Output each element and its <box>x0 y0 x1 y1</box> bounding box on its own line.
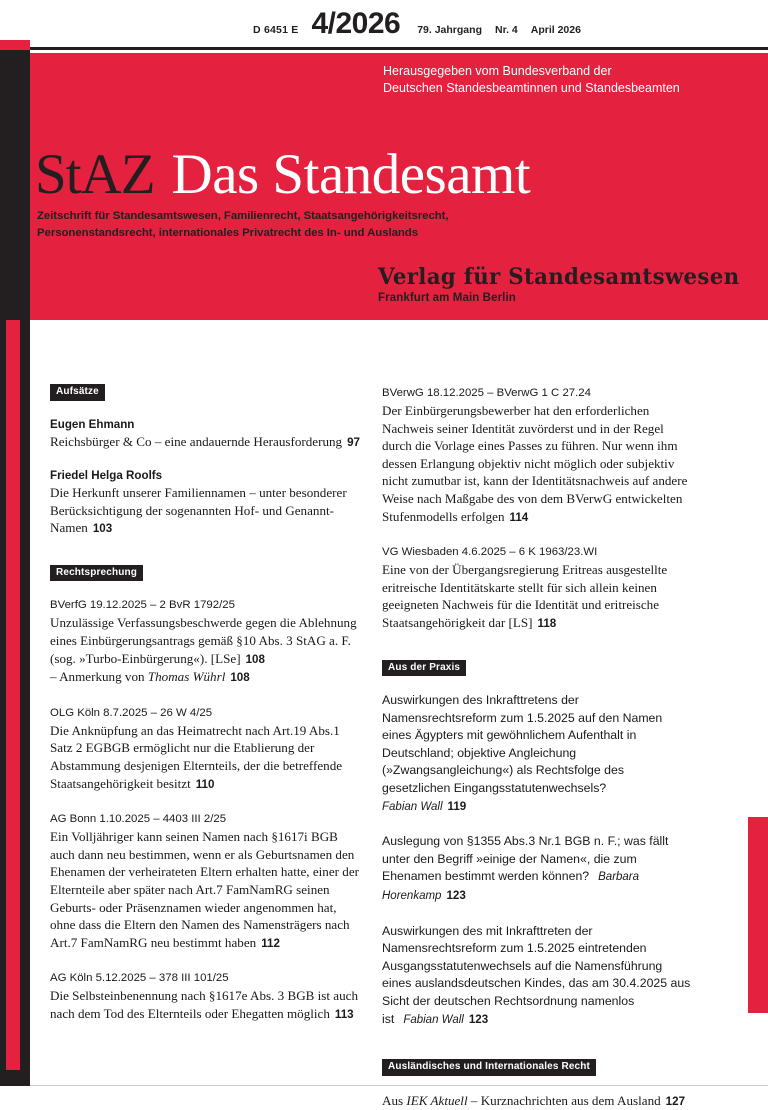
entry-annotation <box>50 668 360 687</box>
entry-title: Der Einbürgerungsbewerber hat den erforderlichen Nachweis seiner Identität zuvörderst und in der Regel durch die Vorlage eines Passes zu führen. Nur wenn ihm dessen Erlangung objektiv nicht möglich oder subjektiv nicht zumutbar ist, kann der Identitätsnachweis auf andere Weise nach Maßgabe des von dem BVerwG entwickelten Stufenmodells erfolgen <box>382 403 688 524</box>
list-item[interactable] <box>382 1092 692 1110</box>
issuing-body-line-1: Herausgegeben vom Bundesverband der <box>383 64 612 78</box>
entry-title-block <box>382 561 692 632</box>
journal-title-main: Das Standesamt <box>171 143 531 206</box>
entry-title-block <box>382 923 692 1030</box>
journal-subtitle-line-2: Personenstandsrecht, internationales Privatrecht des In- und Auslands <box>37 226 418 239</box>
entry-page: 123 <box>468 1012 489 1026</box>
list-item[interactable] <box>382 833 692 905</box>
entry-title: Die Anknüpfung an das Heimatrecht nach Art.19 Abs.1 Satz 2 EGBGB ermöglicht nur die Etablierung der Abstammung desjenigen Elternteils, der die betreffende Staatsangehörigkeit besitzt <box>50 722 343 791</box>
entry-author: Fabian Wall <box>403 1013 464 1026</box>
issuing-body <box>383 63 680 97</box>
entry-title: Auswirkungen des mit Inkrafttreten der Namensrechtsreform zum 1.5.2025 eintretenden Ausgangsstatutenwechsels auf die Namensführung eines auslandsdeutschen Kindes, das am 30.4.2025 aus Sicht der deutschen Rechtsordnung namenlos ist <box>382 923 691 1026</box>
left-red-accent-bar <box>6 320 20 1070</box>
top-left-red-accent <box>0 40 30 50</box>
entry-page: 114 <box>509 510 529 524</box>
list-item[interactable] <box>382 544 692 632</box>
entry-title-block <box>382 1092 692 1110</box>
entry-author: Barbara Horenkamp <box>382 871 640 902</box>
journal-subtitle <box>37 208 557 241</box>
entry-citation: VG Wiesbaden 4.6.2025 – 6 K 1963/23.WI <box>382 546 598 559</box>
entry-citation: BVerfG 19.12.2025 – 2 BvR 1792/25 <box>50 599 235 612</box>
entry-citation: AG Bonn 1.10.2025 – 4403 III 2/25 <box>50 813 227 826</box>
entry-author: Friedel Helga Roolfs <box>50 469 163 483</box>
entry-page: 97 <box>347 435 360 449</box>
contents-left-column <box>50 320 360 1023</box>
entry-citation: BVerwG 18.12.2025 – BVerwG 1 C 27.24 <box>382 387 591 399</box>
list-item[interactable] <box>382 923 692 1030</box>
section-heading-aufsaetze: Aufsätze <box>50 384 105 401</box>
entry-title-block <box>50 614 360 668</box>
issn-code: D 6451 E <box>253 23 299 36</box>
entry-title-block <box>382 692 692 816</box>
number-label: Nr. 4 <box>494 23 518 36</box>
masthead-block <box>30 53 768 320</box>
journal-title <box>35 143 531 206</box>
entry-title: Eine von der Übergangsregierung Eritreas ausgestellte eritreische Identitätskarte stellt für sich allein keinen geeigneten Nachweis für die Identität und eritreische Staatsangehörigkeit dar [LS] <box>382 562 668 630</box>
entry-title: Ein Volljähriger kann seinen Namen nach §1617i BGB auch dann neu bestimmen, wenn er als Geburtsnamen den Ehenamen der verheirateten Eltern erhalten hatte, einer der Elternteile aber später nach Art.7 FamNamRG seinen Geburts- oder Präsenznamen wieder angenommen hat, ohne dass die Eltern den Namen des Namensträgers nach Art.7 FamNamRG neu bestimmt haben <box>50 829 359 950</box>
list-item[interactable] <box>50 468 360 538</box>
annotation-author: Thomas Wührl <box>147 669 226 685</box>
entry-prefix: Aus <box>382 1092 407 1108</box>
entry-title-block <box>50 987 360 1023</box>
list-item[interactable] <box>50 811 360 952</box>
publisher-name: Verlag für Standesamtswesen <box>378 264 740 290</box>
volume-label: 79. Jahrgang <box>417 23 482 36</box>
entry-page: 119 <box>447 799 467 813</box>
journal-title-abbrev: StAZ <box>35 143 155 206</box>
entry-page: 113 <box>334 1007 354 1021</box>
entry-title: Unzulässige Verfassungsbeschwerde gegen die Ablehnung eines Einbürgerungsantrags gemäß §10 Abs. 3 StAG a. F. (sog. »Turbo-Einbürgerung«). [LSe] <box>50 615 357 666</box>
date-label: April 2026 <box>530 23 581 36</box>
entry-page: 118 <box>537 616 557 630</box>
entry-title: Die Selbsteinbenennung nach §1617e Abs. 3 BGB ist auch nach dem Tod des Elternteils oder Ehegatten möglich <box>50 988 359 1021</box>
entry-citation: AG Köln 5.12.2025 – 378 III 101/25 <box>50 972 229 985</box>
entry-suffix: – Kurznachrichten aus dem Ausland <box>467 1092 661 1108</box>
issuing-body-line-2: Deutschen Standesbeamtinnen und Standesbeamten <box>383 81 680 95</box>
list-item[interactable] <box>50 597 360 686</box>
publisher-logo <box>378 266 751 304</box>
right-red-accent-bar <box>748 817 768 1013</box>
section-heading-rechtsprechung: Rechtsprechung <box>50 565 143 582</box>
entry-page: 110 <box>195 777 215 791</box>
entry-title-block <box>50 484 360 538</box>
entry-title: Auslegung von §1355 Abs.3 Nr.1 BGB n. F.; was fällt unter den Begriff »einige der Namen«, die zum Ehenamen bestimmt werden können? <box>382 834 669 884</box>
entry-page: 112 <box>261 936 280 950</box>
list-item[interactable] <box>50 417 360 452</box>
issue-number: 4/2026 <box>311 6 401 40</box>
entry-title-block <box>382 833 692 905</box>
publisher-cities: Frankfurt am Main Berlin <box>378 292 516 305</box>
entry-page: 108 <box>245 652 265 666</box>
annotation-page: 108 <box>230 671 250 685</box>
annotation-prefix: – Anmerkung von <box>50 669 148 685</box>
issue-metadata <box>417 24 581 36</box>
issue-header-bar <box>30 0 768 50</box>
list-item[interactable] <box>382 385 692 526</box>
entry-page: 103 <box>92 522 113 536</box>
entry-citation: OLG Köln 8.7.2025 – 26 W 4/25 <box>50 706 213 719</box>
entry-title-block <box>382 402 692 526</box>
journal-subtitle-line-1: Zeitschrift für Standesamtswesen, Familienrecht, Staatsangehörigkeitsrecht, <box>37 210 449 222</box>
entry-author: Eugen Ehmann <box>50 417 135 431</box>
contents-right-column <box>382 320 692 1110</box>
entry-title: Auswirkungen des Inkrafttretens der Namensrechtsreform zum 1.5.2025 auf den Namen eines Ägypters mit gewöhnlichem Aufenthalt in Deutschland; objektive Angleichung (»Zwangsangleichung«) als Rechtsfolge des gesetzlichen Eingangsstatutenwechsels? <box>382 693 663 795</box>
list-item[interactable] <box>50 705 360 793</box>
entry-title-block <box>50 722 360 793</box>
section-heading-praxis: Aus der Praxis <box>382 660 466 677</box>
list-item[interactable] <box>50 970 360 1023</box>
entry-title-block <box>50 433 360 452</box>
entry-author: Fabian Wall <box>382 800 443 813</box>
issue-header-inner <box>253 7 581 41</box>
section-heading-auslaendisches: Ausländisches und Internationales Recht <box>382 1059 596 1076</box>
entry-page: 127 <box>665 1094 686 1108</box>
entry-title: Die Herkunft unserer Familiennamen – unter besonderer Berücksichtigung der sogenannten Hof- und Genannt-Namen <box>50 485 347 536</box>
entry-title-block <box>50 828 360 952</box>
entry-italic-title: IEK Aktuell <box>406 1092 468 1108</box>
entry-page: 123 <box>446 888 466 902</box>
entry-title: Reichsbürger & Co – eine andauernde Herausforderung <box>50 433 343 449</box>
list-item[interactable] <box>382 692 692 816</box>
